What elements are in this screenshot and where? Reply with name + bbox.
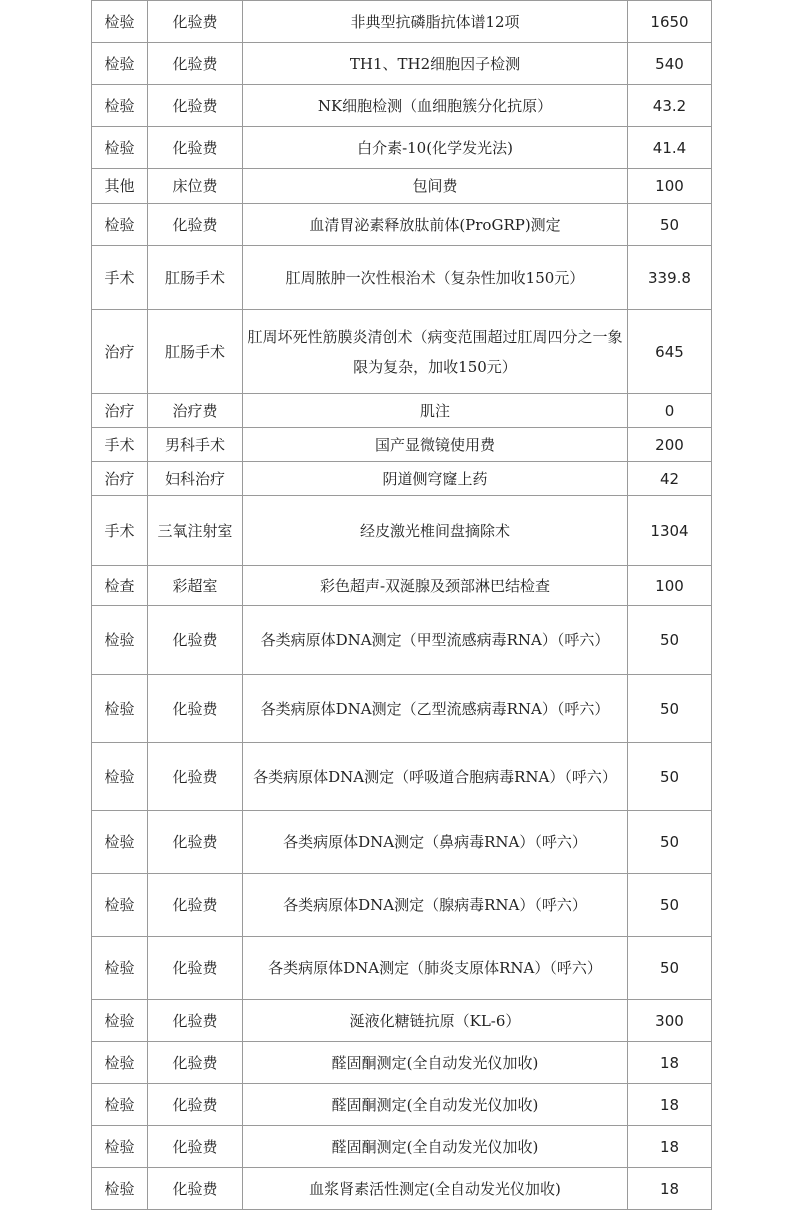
category-cell: 检验 [92,1000,148,1042]
price-cell: 43.2 [628,85,712,127]
table-row [92,811,712,874]
table-row [92,428,712,462]
table-row [92,566,712,606]
department-cell: 治疗费 [148,394,243,428]
department-cell: 化验费 [148,1042,243,1084]
category-cell: 治疗 [92,462,148,496]
table-row [92,246,712,310]
table-row [92,743,712,811]
department-cell: 化验费 [148,1084,243,1126]
table-row [92,1084,712,1126]
price-cell: 50 [628,204,712,246]
price-cell: 1650 [628,1,712,43]
item-cell: 非典型抗磷脂抗体谱12项 [243,1,628,43]
price-cell: 50 [628,606,712,675]
item-cell: 醛固酮测定(全自动发光仪加收) [243,1042,628,1084]
price-cell: 18 [628,1168,712,1210]
department-cell: 床位费 [148,169,243,204]
item-cell: 经皮激光椎间盘摘除术 [243,496,628,566]
price-cell: 50 [628,811,712,874]
item-cell: 白介素-10(化学发光法) [243,127,628,169]
department-cell: 肛肠手术 [148,246,243,310]
department-cell: 彩超室 [148,566,243,606]
department-cell: 化验费 [148,606,243,675]
table-row [92,606,712,675]
price-cell: 50 [628,937,712,1000]
price-cell: 18 [628,1084,712,1126]
category-cell: 检验 [92,204,148,246]
price-cell: 339.8 [628,246,712,310]
fee-table [91,0,712,1210]
table-row [92,310,712,394]
price-cell: 42 [628,462,712,496]
fee-table-page [91,0,711,1210]
item-cell: 包间费 [243,169,628,204]
price-cell: 1304 [628,496,712,566]
table-row [92,675,712,743]
item-cell: TH1、TH2细胞因子检测 [243,43,628,85]
price-cell: 540 [628,43,712,85]
item-cell: 各类病原体DNA测定（呼吸道合胞病毒RNA）（呼六） [243,743,628,811]
item-cell: 各类病原体DNA测定（甲型流感病毒RNA）（呼六） [243,606,628,675]
item-cell: 各类病原体DNA测定（鼻病毒RNA）（呼六） [243,811,628,874]
category-cell: 检验 [92,1126,148,1168]
category-cell: 检验 [92,127,148,169]
table-row [92,394,712,428]
category-cell: 手术 [92,246,148,310]
department-cell: 男科手术 [148,428,243,462]
category-cell: 检查 [92,566,148,606]
category-cell: 检验 [92,675,148,743]
item-cell: 肛周脓肿一次性根治术（复杂性加收150元） [243,246,628,310]
category-cell: 检验 [92,85,148,127]
department-cell: 化验费 [148,1000,243,1042]
table-row [92,1000,712,1042]
category-cell: 检验 [92,743,148,811]
price-cell: 50 [628,743,712,811]
price-cell: 41.4 [628,127,712,169]
item-cell: 肛周坏死性筋膜炎清创术（病变范围超过肛周四分之一象限为复杂，加收150元） [243,310,628,394]
department-cell: 化验费 [148,1168,243,1210]
item-cell: 肌注 [243,394,628,428]
table-row [92,874,712,937]
table-row [92,937,712,1000]
department-cell: 肛肠手术 [148,310,243,394]
price-cell: 100 [628,169,712,204]
department-cell: 三氧注射室 [148,496,243,566]
item-cell: 各类病原体DNA测定（乙型流感病毒RNA）（呼六） [243,675,628,743]
price-cell: 645 [628,310,712,394]
table-row [92,204,712,246]
department-cell: 化验费 [148,1,243,43]
department-cell: 化验费 [148,937,243,1000]
table-row [92,1168,712,1210]
price-cell: 50 [628,874,712,937]
item-cell: 阴道侧穹窿上药 [243,462,628,496]
price-cell: 100 [628,566,712,606]
table-row [92,85,712,127]
department-cell: 化验费 [148,43,243,85]
category-cell: 检验 [92,1,148,43]
department-cell: 化验费 [148,127,243,169]
department-cell: 化验费 [148,675,243,743]
department-cell: 化验费 [148,743,243,811]
category-cell: 手术 [92,428,148,462]
item-cell: NK细胞检测（血细胞簇分化抗原） [243,85,628,127]
department-cell: 化验费 [148,85,243,127]
category-cell: 其他 [92,169,148,204]
item-cell: 国产显微镜使用费 [243,428,628,462]
price-cell: 200 [628,428,712,462]
item-cell: 醛固酮测定(全自动发光仪加收) [243,1084,628,1126]
item-cell: 血浆肾素活性测定(全自动发光仪加收) [243,1168,628,1210]
table-row [92,1042,712,1084]
price-cell: 0 [628,394,712,428]
department-cell: 化验费 [148,811,243,874]
department-cell: 化验费 [148,874,243,937]
item-cell: 彩色超声-双涎腺及颈部淋巴结检查 [243,566,628,606]
table-row [92,43,712,85]
item-cell: 醛固酮测定(全自动发光仪加收) [243,1126,628,1168]
fee-table-body [92,1,712,1210]
category-cell: 检验 [92,606,148,675]
table-row [92,1,712,43]
table-row [92,496,712,566]
category-cell: 检验 [92,1168,148,1210]
category-cell: 手术 [92,496,148,566]
department-cell: 妇科治疗 [148,462,243,496]
category-cell: 检验 [92,874,148,937]
department-cell: 化验费 [148,1126,243,1168]
table-row [92,127,712,169]
table-row [92,462,712,496]
department-cell: 化验费 [148,204,243,246]
item-cell: 各类病原体DNA测定（肺炎支原体RNA）（呼六） [243,937,628,1000]
price-cell: 300 [628,1000,712,1042]
item-cell: 涎液化糖链抗原（KL-6） [243,1000,628,1042]
category-cell: 检验 [92,811,148,874]
price-cell: 18 [628,1126,712,1168]
table-row [92,1126,712,1168]
item-cell: 血清胃泌素释放肽前体(ProGRP)测定 [243,204,628,246]
price-cell: 50 [628,675,712,743]
price-cell: 18 [628,1042,712,1084]
category-cell: 检验 [92,937,148,1000]
category-cell: 治疗 [92,394,148,428]
category-cell: 检验 [92,1042,148,1084]
category-cell: 检验 [92,1084,148,1126]
category-cell: 治疗 [92,310,148,394]
table-row [92,169,712,204]
item-cell: 各类病原体DNA测定（腺病毒RNA）（呼六） [243,874,628,937]
category-cell: 检验 [92,43,148,85]
